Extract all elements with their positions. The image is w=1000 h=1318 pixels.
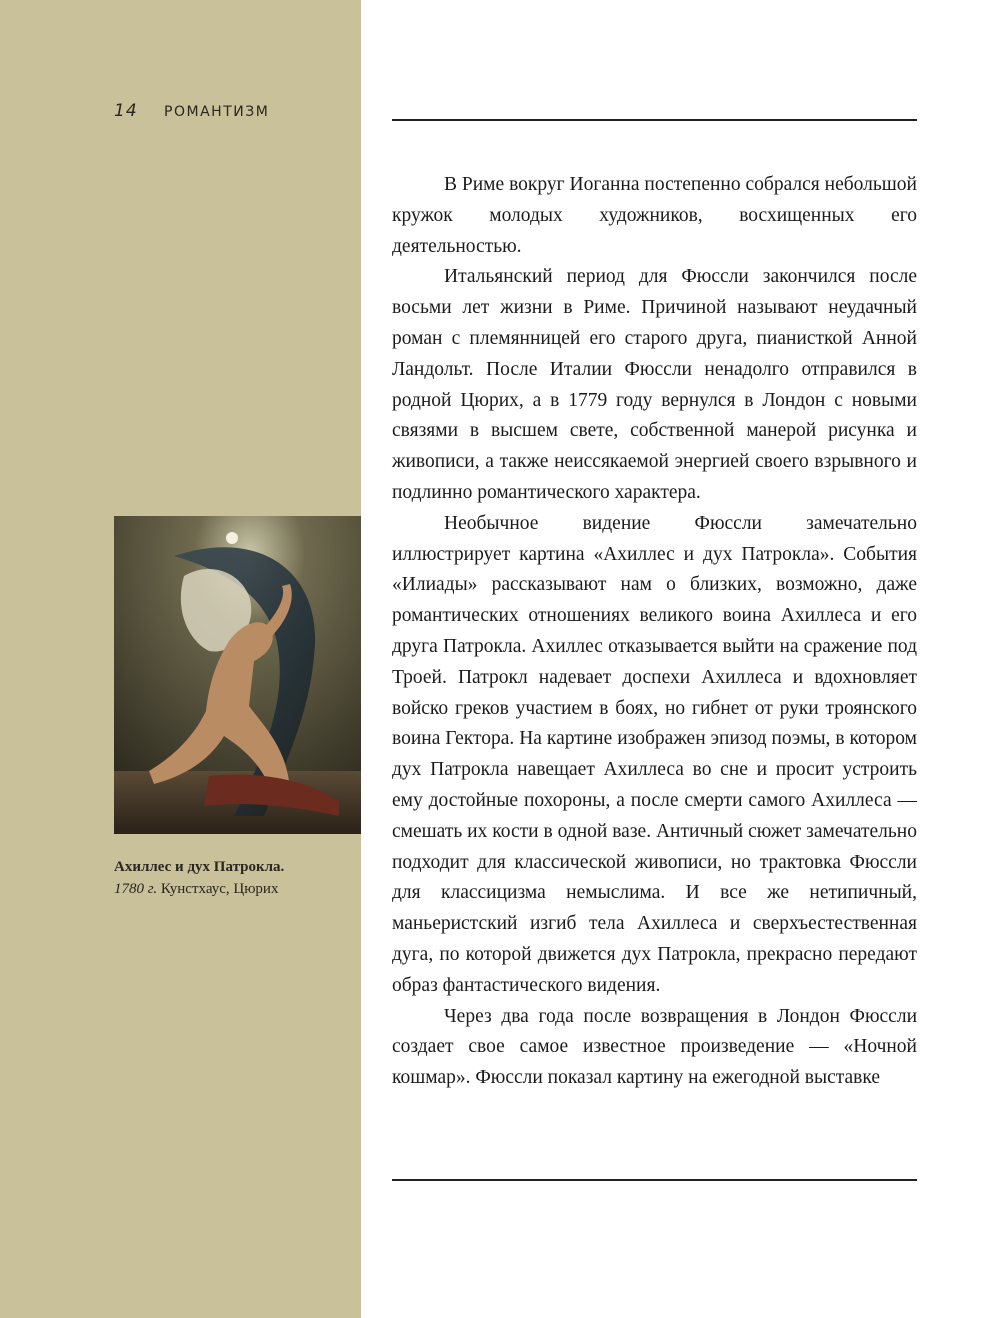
paragraph: Необычное видение Фюссли замечательно иллюстрирует картина «Ахиллес и дух Патрокла». События «Илиады» рассказывают нам о близких, возможно, даже романтических отношениях великого воина Ахиллеса и его друга Патрокла. Ахиллес отказывается выйти на сражение под Троей. Патрокл надевает доспехи Ахиллеса и вдохновляет войско греков участием в боях, но гибнет от руки троянского воина Гектора. На картине изображен эпизод поэмы, в котором дух Патрокла навещает Ахиллеса во сне и просит устроить ему достойные похороны, а после смерти самого Ахиллеса — смешать их кости в одной вазе. Античный сюжет замечательно подходит для классической живописи, но трактовка Фюссли для классицизма немыслима. И все же нетипичный, маньеристский изгиб тела Ахиллеса и сверхъестественная дуга, по которой движется дух Патрокла, прекрасно передают образ фантастического видения.	[392, 512, 917, 996]
caption-title: Ахиллес и дух Патрокла.	[114, 859, 285, 875]
running-header	[114, 101, 269, 121]
paragraph: Итальянский период для Фюссли закончился после восьми лет жизни в Риме. Причиной называют неудачный роман с племянницей его старого друга, пианисткой Анной Ландольт. После Италии Фюссли ненадолго отправился в родной Цюрих, а в 1779 году вернулся в Лондон с новыми связями в высшем свете, собственной манерой рисунка и живописи, а также неиссякаемой энергией своего взрывного и подлинно романтического характера.	[392, 266, 917, 503]
figure-caption	[114, 856, 354, 900]
caption-date: 1780 г.	[114, 881, 158, 897]
caption-location: Кунстхаус, Цюрих	[160, 881, 279, 897]
section-title: РОМАНТИЗМ	[164, 104, 270, 120]
paragraph: В Риме вокруг Иоганна постепенно собрался небольшой кружок молодых художников, восхищенных его деятельностью.	[392, 174, 917, 257]
bottom-rule	[392, 1179, 917, 1181]
page-number: 14	[114, 101, 138, 121]
painting-image	[114, 516, 361, 834]
paragraph: Через два года после возвращения в Лондон Фюссли создает свое самое известное произведение — «Ночной кошмар». Фюссли показал картину на ежегодной выставке	[392, 1005, 917, 1089]
top-rule	[392, 119, 917, 121]
body-text	[392, 170, 917, 1094]
